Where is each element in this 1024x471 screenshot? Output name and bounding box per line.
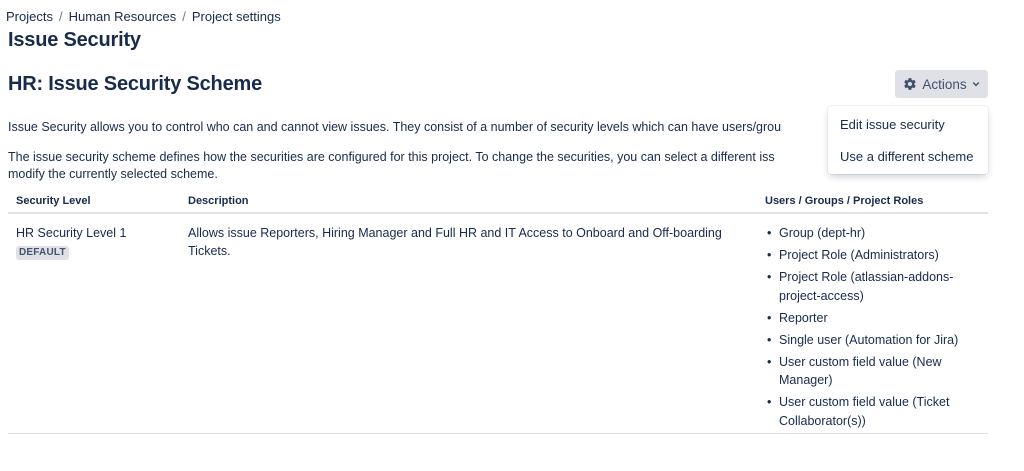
menu-item-edit-issue-security[interactable]: Edit issue security bbox=[840, 116, 945, 132]
column-header-security-level: Security Level bbox=[16, 195, 91, 207]
security-level-name: HR Security Level 1 bbox=[16, 226, 127, 240]
list-item: • Project Role (atlassian-addons-project-access) bbox=[765, 268, 988, 305]
list-item: • User custom field value (New Manager) bbox=[765, 353, 988, 390]
security-level-cell bbox=[8, 224, 180, 433]
default-badge: DEFAULT bbox=[16, 246, 69, 260]
table-row bbox=[8, 214, 988, 434]
description-paragraph-1: Issue Security allows you to control who can and cannot view issues. They consist of a number of security levels which can have users/grou bbox=[8, 120, 782, 134]
actions-label: Actions bbox=[922, 76, 967, 92]
scheme-title: HR: Issue Security Scheme bbox=[8, 73, 262, 95]
members-list bbox=[765, 224, 988, 430]
security-levels-table bbox=[8, 190, 988, 434]
table-header bbox=[8, 190, 988, 214]
column-header-users-groups-roles: Users / Groups / Project Roles bbox=[765, 195, 924, 207]
list-item: • Single user (Automation for Jira) bbox=[765, 331, 988, 350]
description-cell: Allows issue Reporters, Hiring Manager and Full HR and IT Access to Onboard and Off-boarding Tickets. bbox=[188, 226, 722, 258]
breadcrumb-human-resources[interactable]: Human Resources bbox=[68, 9, 177, 24]
members-cell bbox=[757, 224, 988, 433]
description-paragraph-2: The issue security scheme defines how the securities are configured for this project. To change the securities, you can select a different iss bbox=[8, 150, 775, 164]
breadcrumb bbox=[6, 9, 281, 24]
list-item: • User custom field value (Ticket Collaborator(s)) bbox=[765, 393, 988, 430]
description-paragraph-3: modify the currently selected scheme. bbox=[8, 167, 218, 181]
list-item: • Group (dept-hr) bbox=[765, 224, 988, 243]
breadcrumb-projects[interactable]: Projects bbox=[6, 9, 53, 24]
breadcrumb-separator: / bbox=[58, 9, 63, 24]
page-title: Issue Security bbox=[8, 29, 141, 51]
list-item: • Project Role (Administrators) bbox=[765, 246, 988, 265]
gear-icon bbox=[903, 77, 917, 91]
actions-dropdown-menu bbox=[828, 106, 988, 174]
list-item: • Reporter bbox=[765, 309, 988, 328]
actions-button[interactable] bbox=[895, 70, 988, 98]
column-header-description: Description bbox=[188, 195, 249, 207]
menu-item-use-different-scheme[interactable]: Use a different scheme bbox=[840, 148, 974, 164]
chevron-down-icon bbox=[972, 80, 980, 88]
breadcrumb-separator: / bbox=[182, 9, 186, 24]
breadcrumb-project-settings[interactable]: Project settings bbox=[191, 9, 281, 24]
